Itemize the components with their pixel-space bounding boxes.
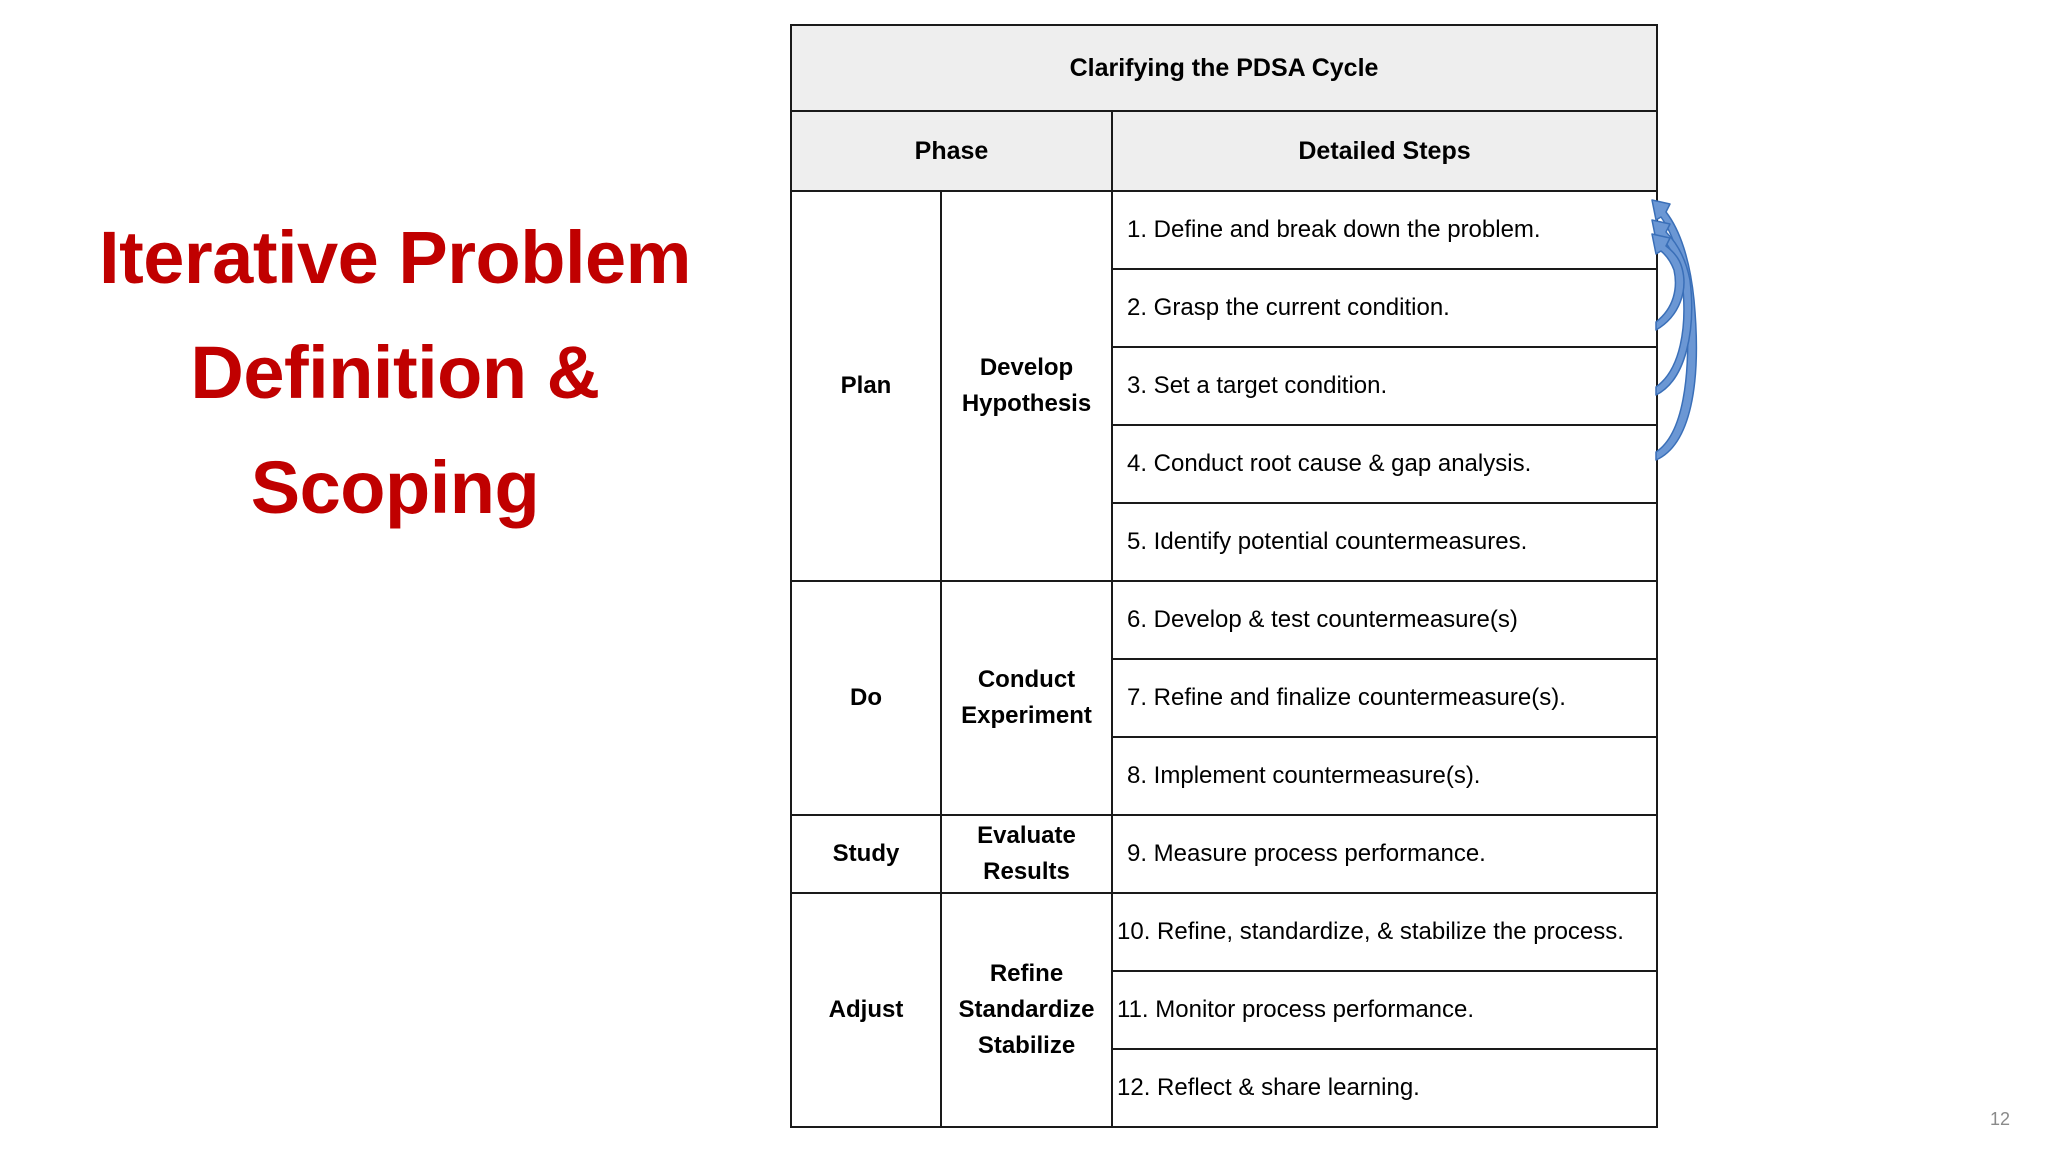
subphase-line: Evaluate	[977, 822, 1076, 849]
step-1: 1. Define and break down the problem.	[1112, 191, 1657, 269]
subphase-refine-standardize-stabilize	[941, 893, 1112, 1127]
subphase-line: Stabilize	[977, 1032, 1076, 1059]
step-8: 8. Implement countermeasure(s).	[1112, 737, 1657, 815]
phase-adjust: Adjust	[791, 893, 941, 1127]
subphase-line: Experiment	[961, 702, 1092, 729]
page-number: 12	[1989, 1109, 2010, 1129]
table-row	[791, 191, 1657, 269]
slide-title-line-2: Definition &	[190, 331, 600, 414]
step-5: 5. Identify potential countermeasures.	[1112, 503, 1657, 581]
subphase-line: Develop	[979, 354, 1074, 381]
step-12: 12. Reflect & share learning.	[1112, 1049, 1657, 1127]
step-6: 6. Develop & test countermeasure(s)	[1112, 581, 1657, 659]
step-7: 7. Refine and finalize countermeasure(s).	[1112, 659, 1657, 737]
table-row	[791, 893, 1657, 971]
subphase-develop-hypothesis	[941, 191, 1112, 581]
step-10: 10. Refine, standardize, & stabilize the process.	[1112, 893, 1657, 971]
column-header-detailed-steps: Detailed Steps	[1112, 111, 1657, 191]
curved-return-arrows-icon	[1650, 190, 1710, 500]
table-row	[791, 815, 1657, 893]
subphase-line: Refine	[989, 960, 1064, 987]
step-11: 11. Monitor process performance.	[1112, 971, 1657, 1049]
phase-study: Study	[791, 815, 941, 893]
subphase-line: Standardize	[958, 996, 1095, 1023]
slide-title-line-3: Scoping	[250, 446, 540, 529]
subphase-evaluate-results	[941, 815, 1112, 893]
step-9: 9. Measure process performance.	[1112, 815, 1657, 893]
subphase-conduct-experiment	[941, 581, 1112, 815]
subphase-line: Results	[983, 858, 1070, 885]
column-header-phase: Phase	[791, 111, 1112, 191]
subphase-line: Hypothesis	[961, 390, 1092, 417]
step-3: 3. Set a target condition.	[1112, 347, 1657, 425]
table-title: Clarifying the PDSA Cycle	[791, 25, 1657, 111]
slide-title-line-1: Iterative Problem	[99, 216, 691, 299]
step-4: 4. Conduct root cause & gap analysis.	[1112, 425, 1657, 503]
pdsa-table	[790, 24, 1658, 1128]
slide-title	[60, 200, 730, 545]
phase-plan: Plan	[791, 191, 941, 581]
step-2: 2. Grasp the current condition.	[1112, 269, 1657, 347]
table-row	[791, 581, 1657, 659]
subphase-line: Conduct	[977, 666, 1076, 693]
phase-do: Do	[791, 581, 941, 815]
